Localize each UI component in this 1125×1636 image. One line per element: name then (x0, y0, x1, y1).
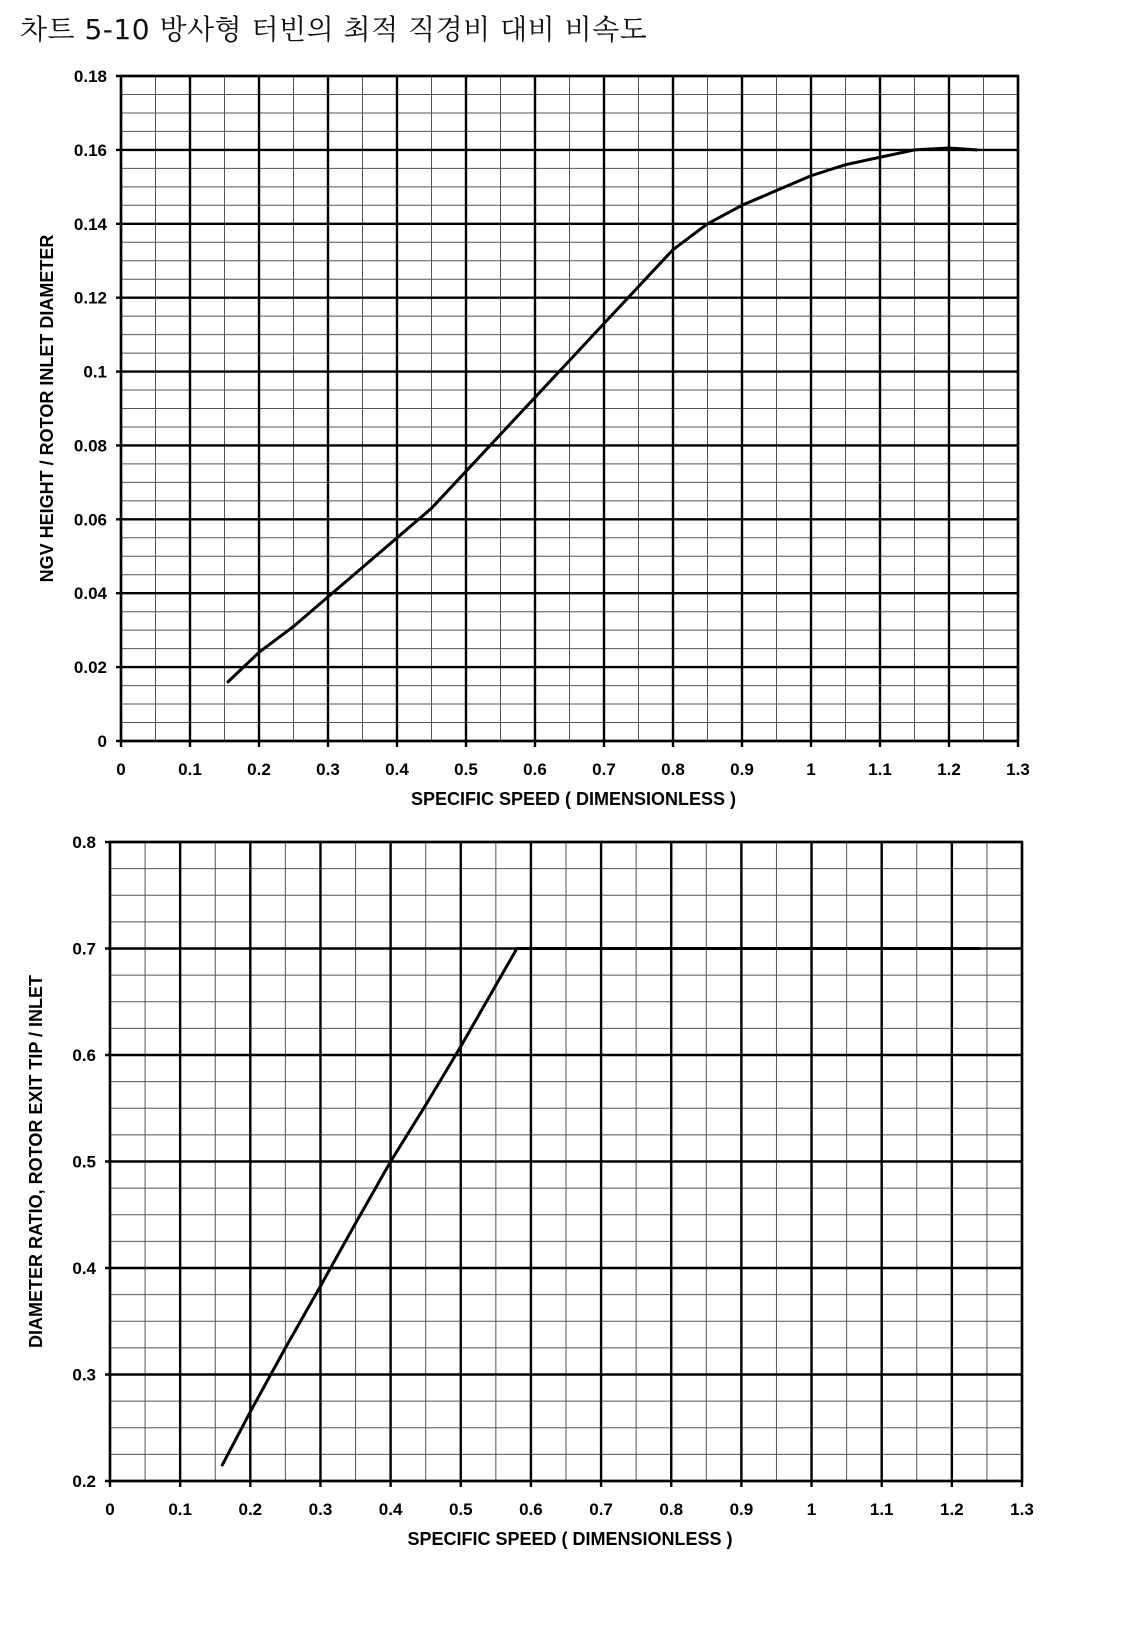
x-tick-label: 1.1 (868, 760, 892, 779)
y-tick-label: 0.18 (73, 67, 107, 86)
major-grid (105, 842, 1022, 1487)
y-axis-label: DIAMETER RATIO, ROTOR EXIT TIP / INLET (26, 974, 46, 1349)
x-tick-label: 0.3 (308, 1500, 333, 1519)
x-tick-label: 0.4 (385, 760, 409, 779)
x-tick-label: 0.8 (659, 1500, 684, 1519)
y-tick-label: 0 (97, 732, 107, 751)
x-tick-label: 0.9 (729, 1500, 754, 1519)
y-tick-label: 0.4 (72, 1259, 96, 1278)
x-tick-label: 0.8 (661, 760, 685, 779)
y-tick-label: 0.2 (72, 1472, 96, 1491)
x-tick-label: 0.7 (589, 1500, 613, 1519)
y-tick-label: 0.08 (73, 436, 107, 456)
y-tick-label: 0.8 (72, 833, 96, 852)
x-tick-label: 0.1 (168, 1500, 192, 1519)
x-tick-label: 0.7 (592, 760, 616, 779)
x-tick-label: 0.2 (238, 1500, 263, 1519)
y-axis-label: NGV HEIGHT / ROTOR INLET DIAMETER (37, 234, 57, 583)
y-tick-label: 0.06 (73, 510, 107, 530)
x-tick-label: 0.6 (523, 760, 547, 779)
y-tick-label: 0.3 (72, 1365, 96, 1385)
x-tick-label: 0.9 (730, 760, 754, 779)
x-axis-label: SPECIFIC SPEED ( DIMENSIONLESS ) (407, 1529, 733, 1549)
x-tick-label: 1 (806, 760, 816, 779)
y-tick-label: 0.1 (83, 362, 107, 382)
x-tick-label: 1.2 (940, 1500, 964, 1519)
y-tick-label: 0.5 (72, 1152, 96, 1172)
x-tick-label: 0.3 (316, 760, 340, 779)
x-tick-label: 1.3 (1006, 760, 1030, 779)
x-tick-label: 1.3 (1010, 1500, 1034, 1519)
y-tick-label: 0.7 (72, 939, 96, 959)
x-tick-label: 0.5 (454, 760, 478, 779)
y-tick-label: 0.6 (72, 1046, 96, 1065)
x-tick-label: 1.1 (869, 1500, 894, 1519)
y-tick-label: 0.16 (73, 140, 107, 160)
x-tick-label: 1 (806, 1500, 817, 1519)
x-tick-label: 1.2 (937, 760, 961, 779)
y-tick-label: 0.04 (73, 584, 107, 604)
y-tick-label: 0.14 (73, 214, 107, 234)
x-tick-label: 0 (116, 760, 126, 779)
x-tick-label: 0.6 (519, 1500, 543, 1519)
x-tick-label: 0.5 (448, 1500, 473, 1519)
x-axis-label: SPECIFIC SPEED ( DIMENSIONLESS ) (410, 789, 737, 809)
x-tick-label: 0.1 (178, 760, 202, 779)
y-tick-label: 0.12 (73, 288, 107, 308)
page-title: 차트 5-10 방사형 터빈의 최적 직경비 대비 비속도 (20, 13, 648, 46)
x-tick-label: 0.4 (378, 1500, 403, 1519)
x-tick-label: 0 (105, 1500, 115, 1519)
y-tick-label: 0.02 (73, 658, 107, 678)
x-tick-label: 0.2 (247, 760, 271, 779)
